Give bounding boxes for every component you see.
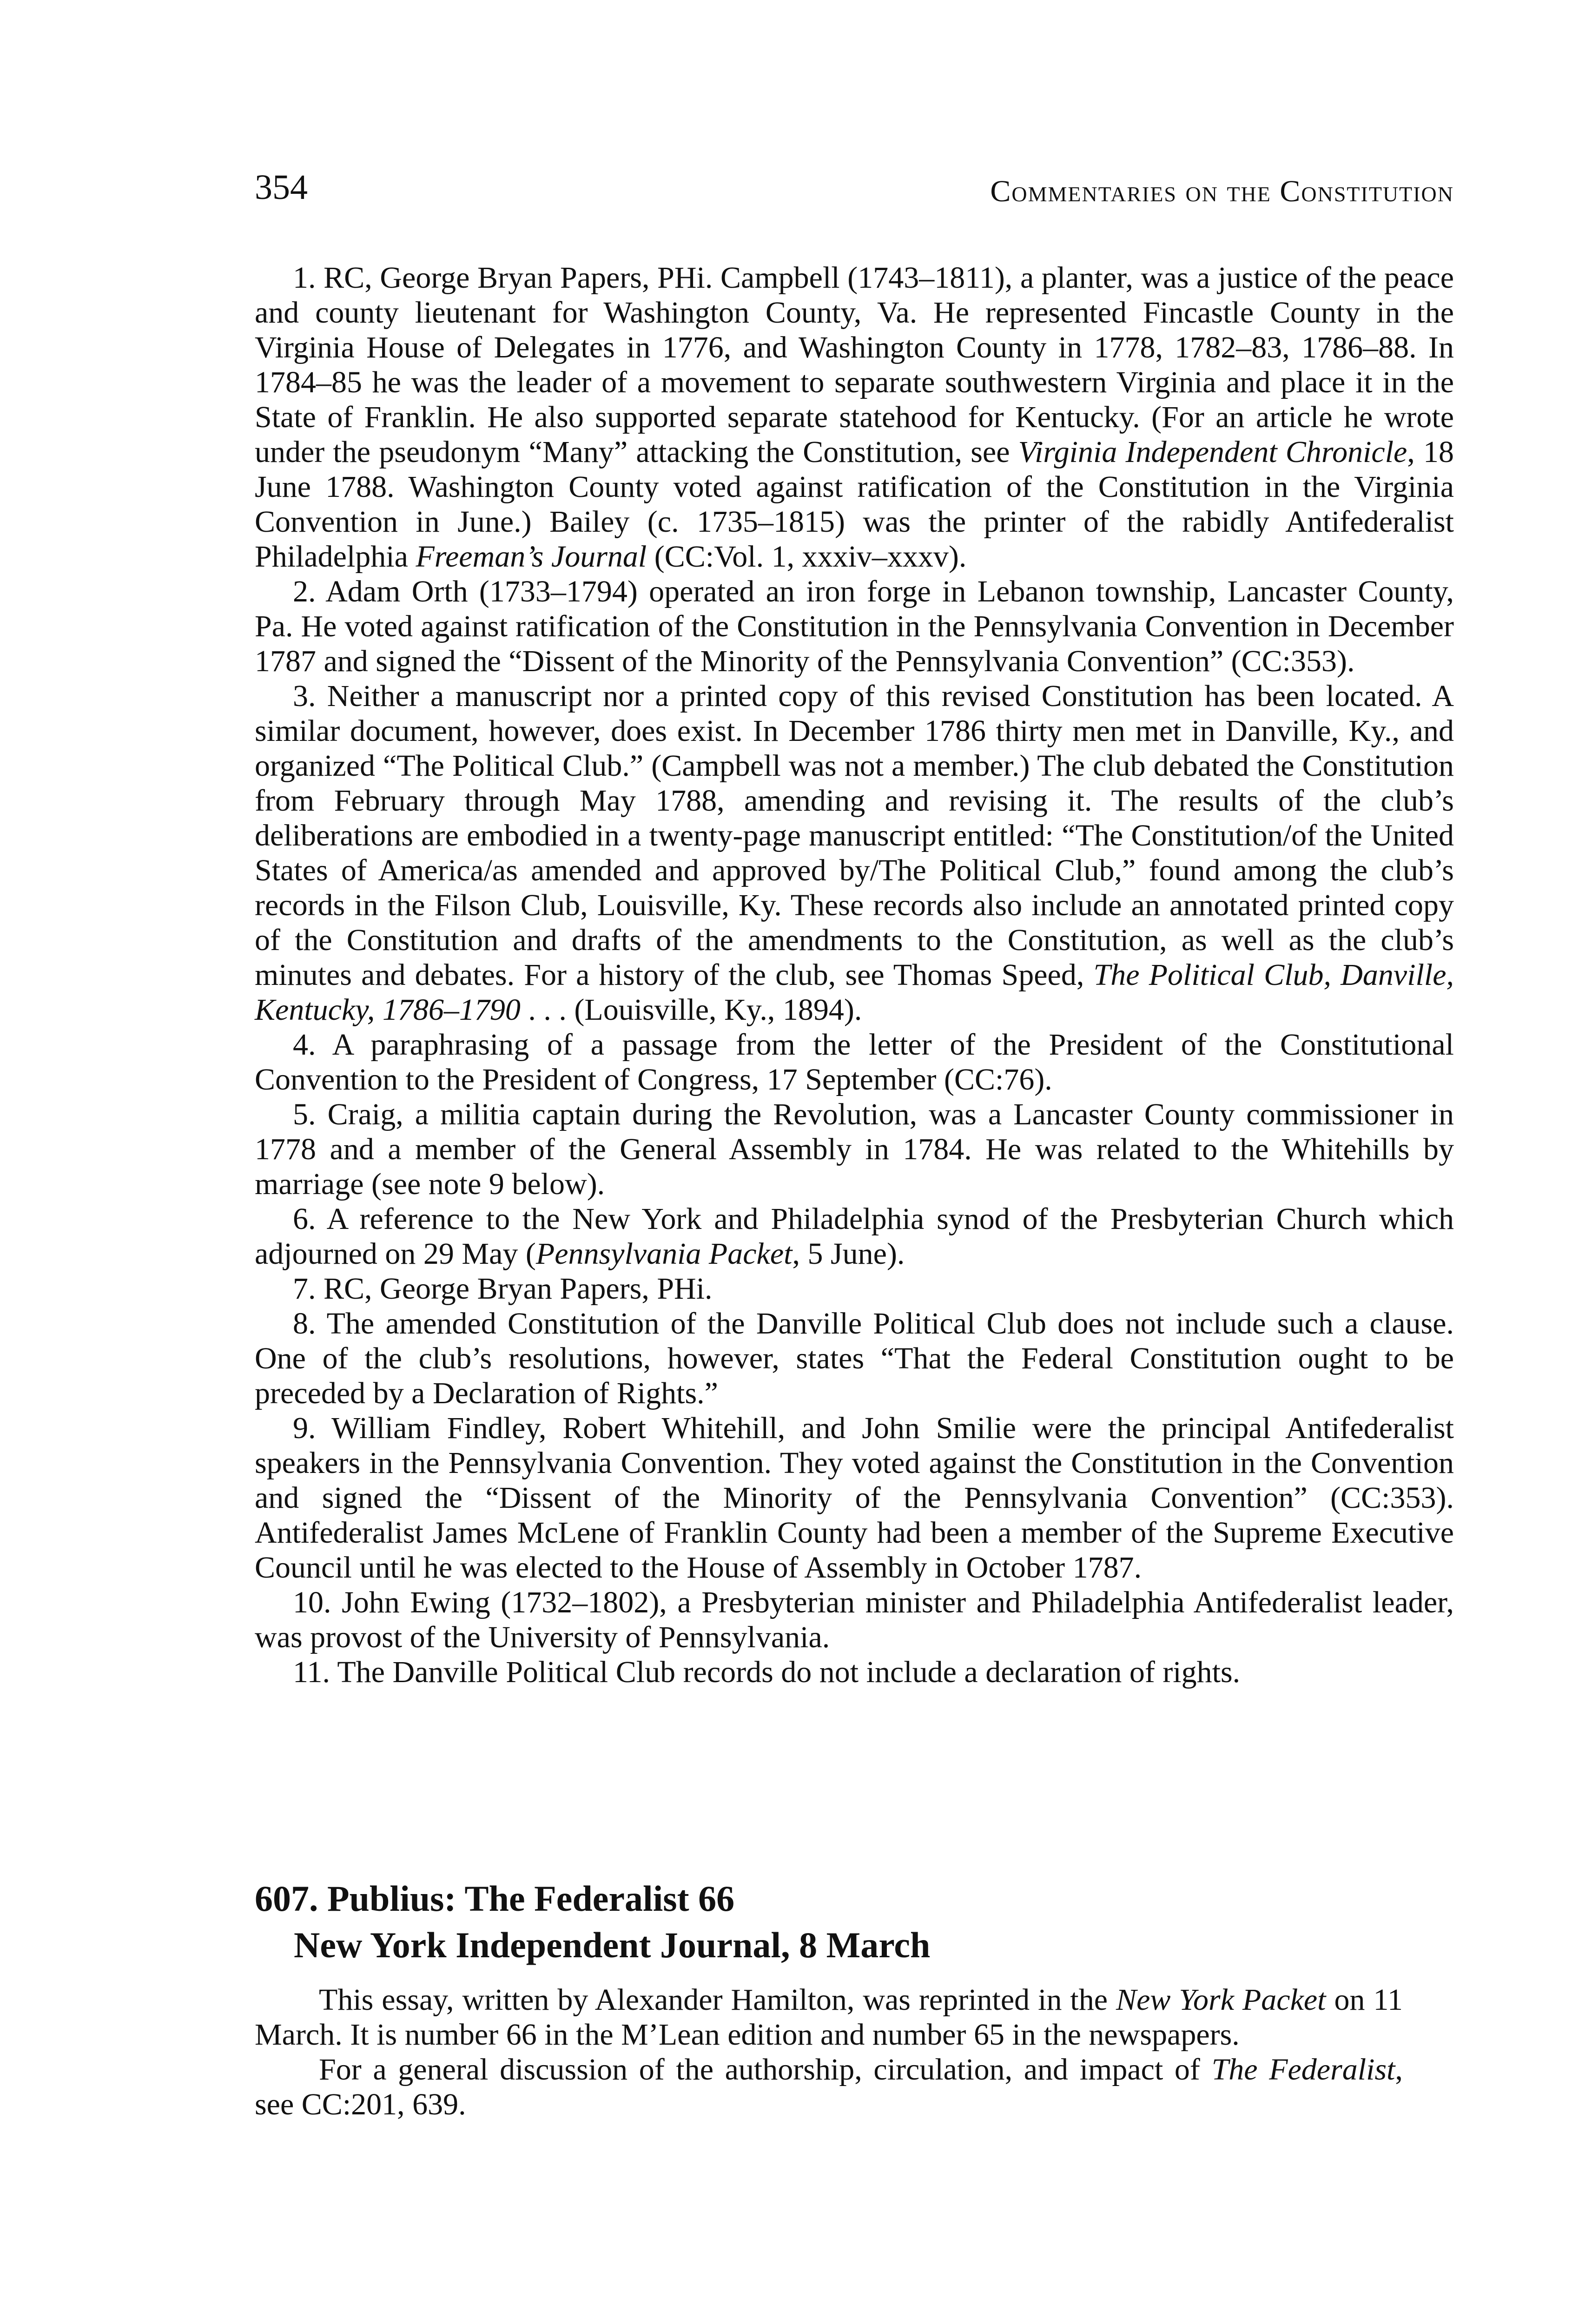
note-italic-title: Virginia Independent Chronicle [1018, 435, 1407, 469]
note-text: 8. The amended Constitution of the Danville Political Club does not include such a clause. One of the club’s resolutions, however, states “That the Federal Constitution ought to be preceded by a Declaration of Rights.” [255, 1307, 1454, 1410]
note-text: 10. John Ewing (1732–1802), a Presbyterian minister and Philadelphia Antifederalist leader, was provost of the University of Pennsylvania. [255, 1585, 1454, 1654]
note-7 [255, 1271, 1454, 1306]
document-title: 607. Publius: The Federalist 66 [255, 1878, 735, 1919]
note-italic-title: The Political Club, Danville, Kentucky, 1786–1790 [255, 958, 1454, 1027]
note-text: , 18 June 1788. Washington County voted against ratification of the Constitution in the Virginia Convention in June.) Bailey (c. 1735–1815) was the printer of the rabidly Antifederalist Philadelphia [255, 435, 1454, 574]
note-text: , 5 June). [792, 1237, 905, 1271]
note-text: 4. A paraphrasing of a passage from the letter of the President of the Constitutional Convention to the President of Congress, 17 September (CC:76). [255, 1028, 1454, 1096]
note-5 [255, 1097, 1454, 1202]
headnote-paragraph [255, 2052, 1403, 2122]
note-9 [255, 1411, 1454, 1585]
note-text: 6. A reference to the New York and Philadelphia synod of the Presbyterian Church which adjourned on 29 May ( [255, 1202, 1454, 1271]
note-text: (CC:Vol. 1, xxxiv–xxxv). [647, 540, 967, 574]
page-number: 354 [255, 168, 308, 207]
note-text: . . . (Louisville, Ky., 1894). [520, 993, 862, 1027]
headnote-italic-title: New York Packet [1116, 1983, 1326, 2017]
headnote-text: For a general discussion of the authorship, circulation, and impact of [319, 2053, 1212, 2086]
note-4 [255, 1027, 1454, 1097]
note-1 [255, 260, 1454, 574]
headnote-paragraph [255, 1982, 1403, 2052]
running-title: Commentaries on the Constitution [990, 174, 1454, 208]
document-headnote [255, 1982, 1403, 2122]
headnote-italic-title: The Federalist [1211, 2053, 1395, 2086]
note-6 [255, 1202, 1454, 1271]
note-text: 11. The Danville Political Club records do not include a declaration of rights. [293, 1655, 1241, 1689]
note-text: 3. Neither a manuscript nor a printed copy of this revised Constitution has been located. A similar document, however, does exist. In December 1786 thirty men met in Danville, Ky., and organized “The Political Club.” (Campbell was not a member.) The club debated the Constitution from February through May 1788, amending and revising it. The results of the club’s deliberations are embodied in a twenty-page manuscript entitled: “The Constitution/of the United States of America/as amended and approved by/The Political Club,” found among the club’s records in the Filson Club, Louisville, Ky. These records also include an annotated printed copy of the Constitution and drafts of the amendments to the Constitution, as well as the club’s minutes and debates. For a history of the club, see Thomas Speed, [255, 679, 1454, 992]
document-source: New York Independent Journal, 8 March [294, 1925, 931, 1965]
note-text: 9. William Findley, Robert Whitehill, and John Smilie were the principal Antifederalist speakers in the Pennsylvania Convention. They voted against the Constitution in the Convention and signed the “Dissent of the Minority of the Pennsylvania Convention” (CC:353). Antifederalist James McLene of Franklin County had been a member of the Supreme Executive Council until he was elected to the House of Assembly in October 1787. [255, 1411, 1454, 1585]
note-3 [255, 679, 1454, 1027]
note-8 [255, 1306, 1454, 1411]
footnotes-section [255, 260, 1454, 1690]
running-head [255, 167, 1454, 223]
headnote-text: on 11 March. It is number 66 in the M’Lean edition and number 65 in the newspapers. [255, 1983, 1403, 2052]
headnote-text: This essay, written by Alexander Hamilton, was reprinted in the [319, 1983, 1116, 2017]
note-italic-title: Pennsylvania Packet [535, 1237, 792, 1271]
note-text: 7. RC, George Bryan Papers, PHi. [293, 1272, 713, 1306]
note-11 [255, 1655, 1454, 1690]
headnote-text: , see CC:201, 639. [255, 2053, 1403, 2121]
note-text: 1. RC, George Bryan Papers, PHi. Campbell (1743–1811), a planter, was a justice of the peace and county lieutenant for Washington County, Va. He represented Fincastle County in the Virginia House of Delegates in 1776, and Washington County in 1778, 1782–83, 1786–88. In 1784–85 he was the leader of a movement to separate southwestern Virginia and place it in the State of Franklin. He also supported separate statehood for Kentucky. (For an article he wrote under the pseudonym “Many” attacking the Constitution, see [255, 261, 1454, 469]
note-10 [255, 1585, 1454, 1655]
document-heading [255, 1875, 1454, 1968]
note-text: 5. Craig, a militia captain during the Revolution, was a Lancaster County commissioner in 1778 and a member of the General Assembly in 1784. He was related to the Whitehills by marriage (see note 9 below). [255, 1097, 1454, 1201]
note-text: 2. Adam Orth (1733–1794) operated an iron forge in Lebanon township, Lancaster County, Pa. He voted against ratification of the Constitution in the Pennsylvania Convention in December 1787 and signed the “Dissent of the Minority of the Pennsylvania Convention” (CC:353). [255, 574, 1454, 678]
note-italic-title: Freeman’s Journal [416, 540, 647, 574]
note-2 [255, 574, 1454, 679]
